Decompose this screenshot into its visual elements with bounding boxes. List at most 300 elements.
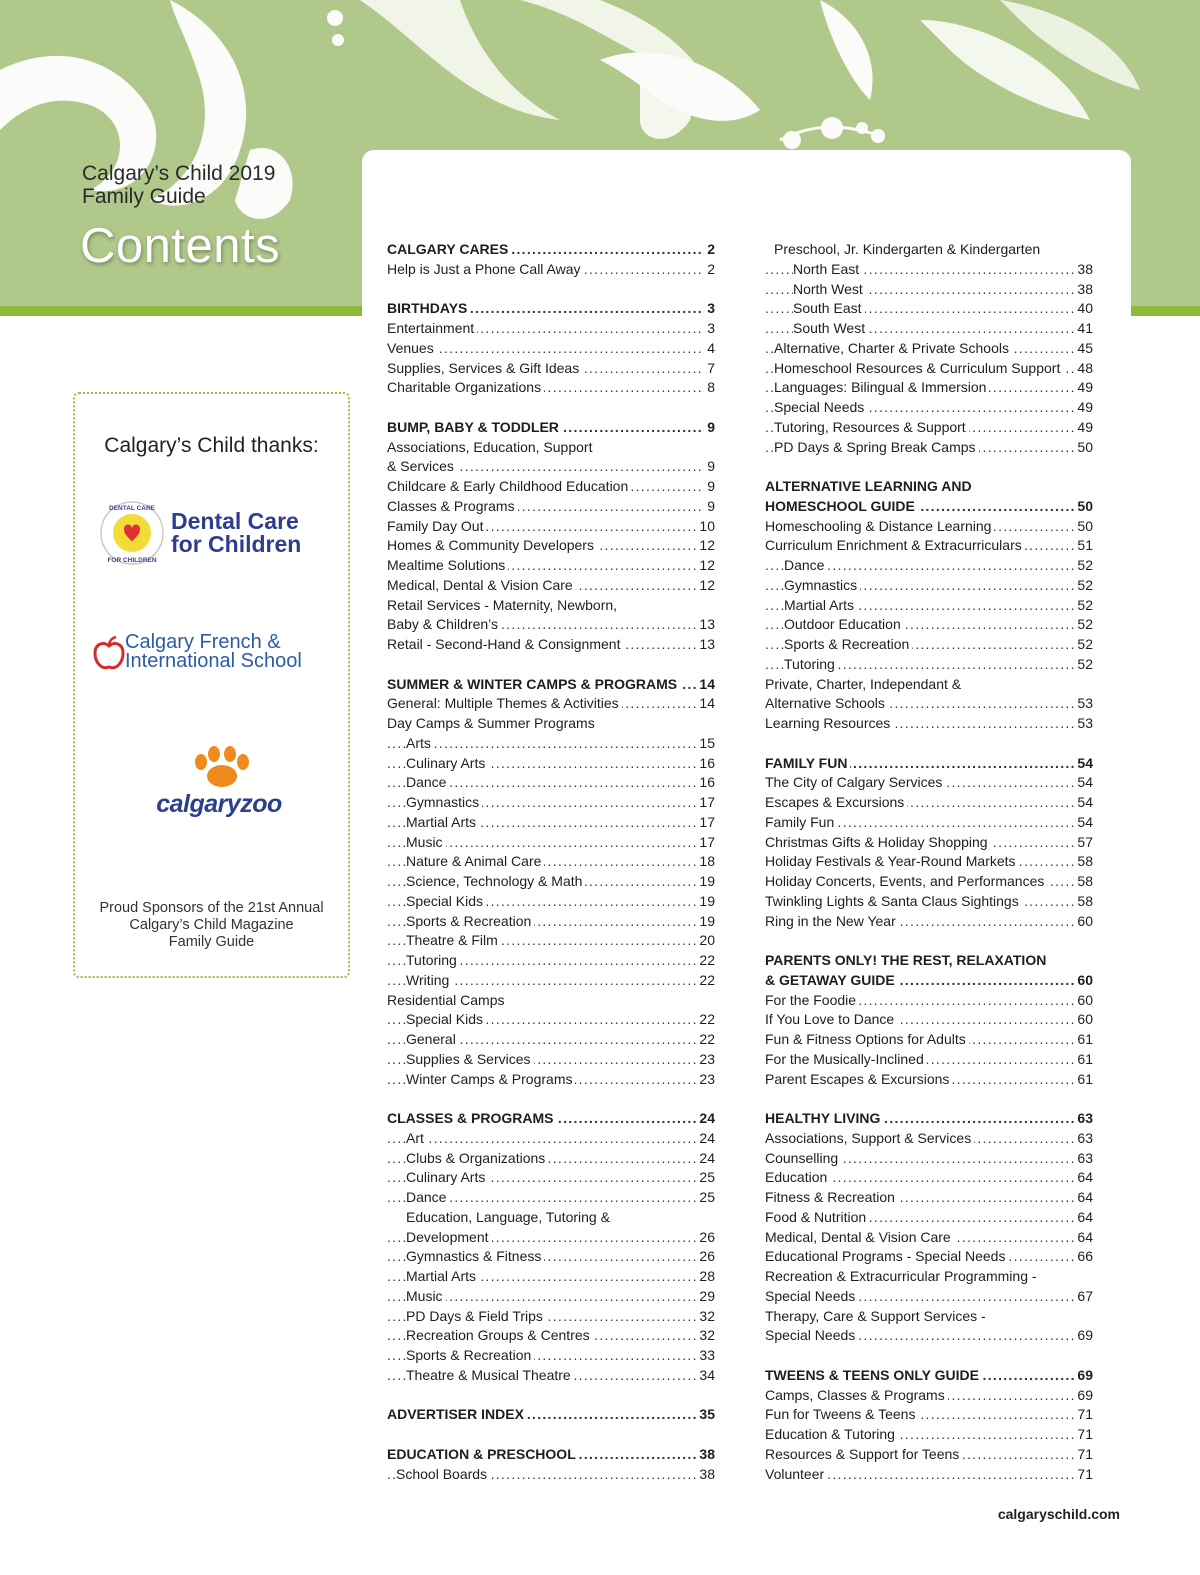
toc-entry-label: Martial Arts [406,1268,479,1284]
toc-page-number: 64 [1074,1168,1093,1188]
toc-entry-label: ADVERTISER INDEX [387,1406,527,1422]
toc-page-number: 60 [1074,1010,1093,1030]
toc-entry [765,359,1093,379]
toc-page-number: 18 [696,852,715,872]
toc-entry [387,596,715,616]
toc-entry-label: Holiday Concerts, Events, and Performances [765,873,1047,889]
toc-spacer [765,1346,1093,1366]
toc-entry-label: Day Camps & Summer Programs [387,715,598,731]
toc-page-number: 50 [1074,497,1093,517]
french-logo-line1: Calgary French & [125,631,281,653]
toc-entry [765,892,1093,912]
toc-entry [765,793,1093,813]
toc-entry-label: HEALTHY LIVING [765,1110,883,1126]
toc-page-number: 23 [696,1070,715,1090]
toc-page-number: 61 [1074,1030,1093,1050]
toc-entry [387,1070,715,1090]
toc-entry [765,1228,1093,1248]
toc-entry [387,359,715,379]
toc-entry-label: PARENTS ONLY! THE REST, RELAXATION [765,952,1049,968]
toc-page-number: 26 [696,1228,715,1248]
toc-entry [765,773,1093,793]
toc-page-number: 38 [1074,280,1093,300]
toc-page-number: 53 [1074,714,1093,734]
toc-entry-label: South East [793,300,865,316]
toc-page-number: 23 [696,1050,715,1070]
toc-page-number: 57 [1074,833,1093,853]
toc-entry-label: & GETAWAY GUIDE [765,972,898,988]
toc-entry-label: Medical, Dental & Vision Care [765,1229,954,1245]
toc-page-number: 28 [696,1267,715,1287]
toc-entry-label: Therapy, Care & Support Services - [765,1308,989,1324]
toc-page-number: 67 [1074,1287,1093,1307]
toc-entry-label: Twinkling Lights & Santa Claus Sightings [765,893,1022,909]
toc-entry-label: Education & Tutoring [765,1426,898,1442]
toc-entry-label: Family Fun [765,814,837,830]
toc-entry-label: Supplies, Services & Gift Ideas [387,360,582,376]
toc-entry [765,556,1093,576]
toc-entry [765,1188,1093,1208]
toc-entry-label: Baby & Children’s [387,616,501,632]
toc-page-number: 63 [1074,1149,1093,1169]
toc-page-number: 38 [696,1445,715,1465]
toc-entry [765,1405,1093,1425]
toc-entry-label: Languages: Bilingual & Immersion [774,379,989,395]
toc-page-number: 71 [1074,1405,1093,1425]
toc-entry-label: Recreation & Extracurricular Programming - [765,1268,1040,1284]
toc-page-number: 61 [1074,1070,1093,1090]
guide-title-line1: Calgary’s Child 2019 [82,162,276,185]
toc-entry [387,1366,715,1386]
sponsor-note [75,900,348,951]
toc-page-number: 3 [704,299,715,319]
toc-page-number: 41 [1074,319,1093,339]
toc-page-number: 4 [704,339,715,359]
toc-section-heading [387,240,715,260]
toc-page-number: 33 [696,1346,715,1366]
toc-page-number: 69 [1074,1386,1093,1406]
toc-entry [765,852,1093,872]
toc-page-number: 13 [696,615,715,635]
toc-page-number: 12 [696,576,715,596]
toc-entry-label: Classes & Programs [387,498,518,514]
toc-entry [387,931,715,951]
toc-entry-label: Private, Charter, Independant & [765,676,964,692]
toc-entry [387,615,715,635]
toc-entry-label: Camps, Classes & Programs [765,1387,948,1403]
toc-entry-label: Medical, Dental & Vision Care [387,577,576,593]
toc-entry [387,1326,715,1346]
toc-page-number: 45 [1074,339,1093,359]
toc-entry [387,1228,715,1248]
toc-entry [387,339,715,359]
toc-entry-label: Tutoring [406,952,460,968]
toc-spacer [765,931,1093,951]
toc-entry-label: Entertainment [387,320,477,336]
toc-entry-label: PD Days & Spring Break Camps [774,439,979,455]
toc-page-number: 26 [696,1247,715,1267]
footer-url: calgaryschild.com [997,1506,1120,1522]
toc-page-number: 19 [696,872,715,892]
toc-page-number: 16 [696,754,715,774]
toc-entry-label: Outdoor Education [784,616,904,632]
toc-page-number: 38 [1074,260,1093,280]
toc-entry-label: Theatre & Musical Theatre [406,1367,574,1383]
toc-entry [387,635,715,655]
toc-entry-label: Dance [406,1189,449,1205]
toc-entry-label: EDUCATION & PRESCHOOL [387,1446,579,1462]
toc-page-number: 54 [1074,813,1093,833]
toc-page-number: 53 [1074,694,1093,714]
toc-entry-label: Special Kids [406,893,486,909]
toc-entry [387,576,715,596]
toc-page-number: 64 [1074,1228,1093,1248]
toc-page-number: 22 [696,1010,715,1030]
toc-entry [387,872,715,892]
toc-entry [765,1208,1093,1228]
toc-entry-label: BIRTHDAYS [387,300,470,316]
toc-entry-label: Special Needs [765,1327,858,1343]
toc-entry-label: Family Day Out [387,518,486,534]
toc-page-number: 2 [704,240,715,260]
toc-entry [765,536,1093,556]
toc-page-number: 9 [704,497,715,517]
toc-spacer [765,734,1093,754]
toc-entry [387,260,715,280]
toc-entry-label: PD Days & Field Trips [406,1308,546,1324]
sponsor-note-line3: Family Guide [168,934,255,950]
toc-entry-label: Development [406,1229,492,1245]
toc-section-heading [765,477,1093,497]
toc-page-number: 22 [696,951,715,971]
apple-icon [93,636,125,672]
toc-page-number: 71 [1074,1425,1093,1445]
toc-page-number: 9 [704,477,715,497]
toc-page-number: 10 [696,517,715,537]
toc-page-number: 2 [704,260,715,280]
toc-entry [765,1465,1093,1485]
toc-entry [387,1030,715,1050]
toc-page-number: 14 [696,694,715,714]
toc-entry-label: Nature & Animal Care [406,853,544,869]
toc-entry [765,1386,1093,1406]
toc-entry [387,1465,715,1485]
toc-entry-label: Educational Programs - Special Needs [765,1248,1008,1264]
toc-entry-label: Parent Escapes & Excursions [765,1071,952,1087]
toc-entry-label: Fitness & Recreation [765,1189,898,1205]
toc-spacer [387,1425,715,1445]
toc-page-number: 58 [1074,872,1093,892]
toc-entry-label: For the Musically-Inclined [765,1051,927,1067]
toc-entry [387,892,715,912]
toc-entry [387,852,715,872]
toc-entry-label: The City of Calgary Services [765,774,945,790]
toc-entry [387,1188,715,1208]
toc-entry [765,694,1093,714]
toc-entry [387,1010,715,1030]
toc-page-number: 71 [1074,1465,1093,1485]
toc-page-number: 52 [1074,615,1093,635]
toc-page-number: 16 [696,773,715,793]
toc-entry-label: Gymnastics & Fitness [406,1248,544,1264]
toc-entry [387,813,715,833]
toc-page-number: 58 [1074,852,1093,872]
toc-entry-label: BUMP, BABY & TODDLER [387,419,562,435]
toc-entry-label: Dance [784,557,827,573]
toc-entry-label: Food & Nutrition [765,1209,869,1225]
toc-entry-label: Education [765,1169,830,1185]
toc-entry [765,319,1093,339]
toc-page-number: 17 [696,793,715,813]
toc-page-number: 49 [1074,398,1093,418]
toc-entry-label: Alternative, Charter & Private Schools [774,340,1012,356]
toc-section-heading [387,1445,715,1465]
toc-column-right [765,240,1093,1484]
toc-entry [765,398,1093,418]
toc-page-number: 71 [1074,1445,1093,1465]
toc-entry [765,1307,1093,1327]
toc-section-heading [765,1366,1093,1386]
toc-entry [765,872,1093,892]
toc-entry-label: School Boards [396,1466,490,1482]
toc-entry-label: North West [793,281,866,297]
toc-entry-label: Tutoring [784,656,838,672]
toc-entry-label: Dance [406,774,449,790]
toc-entry [765,1425,1093,1445]
toc-page-number: 12 [696,556,715,576]
toc-page-number: 20 [696,931,715,951]
toc-page-number: 61 [1074,1050,1093,1070]
toc-entry [387,1267,715,1287]
toc-entry [765,576,1093,596]
toc-entry [387,319,715,339]
toc-page-number: 64 [1074,1188,1093,1208]
toc-entry-label: Culinary Arts [406,1169,488,1185]
toc-entry-label: Alternative Schools [765,695,888,711]
toc-entry-label: Sports & Recreation [406,913,534,929]
toc-page-number: 52 [1074,576,1093,596]
toc-entry [765,655,1093,675]
toc-entry-label: SUMMER & WINTER CAMPS & PROGRAMS [387,676,680,692]
sponsor-note-line1: Proud Sponsors of the 21st Annual [99,900,324,916]
toc-entry [765,280,1093,300]
toc-entry-label: CLASSES & PROGRAMS [387,1110,556,1126]
dental-seal-icon [97,498,167,568]
toc-entry [387,536,715,556]
toc-page-number: 25 [696,1168,715,1188]
toc-entry-label: Homes & Community Developers [387,537,597,553]
toc-entry-label: Learning Resources [765,715,893,731]
toc-entry [765,240,1093,260]
toc-entry [387,754,715,774]
toc-entry-label: Associations, Education, Support [387,439,595,455]
toc-entry [387,912,715,932]
toc-entry [387,971,715,991]
toc-page-number: 25 [696,1188,715,1208]
toc-entry-label: Charitable Organizations [387,379,544,395]
toc-entry [387,793,715,813]
toc-entry [765,1070,1093,1090]
toc-entry-label: Ring in the New Year [765,913,899,929]
toc-entry-label: Retail - Second-Hand & Consignment [387,636,623,652]
toc-entry [765,1247,1093,1267]
toc-spacer [387,280,715,300]
sponsor-box [73,392,350,978]
toc-page-number: 17 [696,833,715,853]
toc-entry-label: Arts [406,735,434,751]
toc-entry [387,497,715,517]
toc-entry-label: Homeschool Resources & Curriculum Support [774,360,1063,376]
toc-section-heading [387,418,715,438]
toc-page-number: 52 [1074,635,1093,655]
toc-page-number: 58 [1074,892,1093,912]
toc-entry [765,438,1093,458]
toc-page-number: 48 [1074,359,1093,379]
toc-entry [765,813,1093,833]
french-school-logo [93,632,343,676]
toc-entry [765,260,1093,280]
toc-entry [387,773,715,793]
toc-entry [387,1050,715,1070]
toc-entry [765,833,1093,853]
toc-entry-label: Homeschooling & Distance Learning [765,518,994,534]
toc-page-number: 22 [696,971,715,991]
toc-page-number: 19 [696,912,715,932]
toc-entry-label: HOMESCHOOL GUIDE [765,498,918,514]
calgary-zoo-logo [149,746,289,826]
toc-entry [387,991,715,1011]
toc-spacer [387,398,715,418]
svg-text:FOR CHILDREN: FOR CHILDREN [107,557,157,564]
toc-entry-label: Mealtime Solutions [387,557,508,573]
toc-entry [765,1129,1093,1149]
toc-page-number: 60 [1074,912,1093,932]
toc-page-number: 38 [696,1465,715,1485]
toc-entry-label: Martial Arts [784,597,857,613]
toc-entry [765,714,1093,734]
toc-entry [765,517,1093,537]
toc-page-number: 32 [696,1326,715,1346]
toc-entry-label: Education, Language, Tutoring & [406,1209,613,1225]
toc-entry [387,1307,715,1327]
toc-entry [765,991,1093,1011]
toc-page-number: 35 [696,1405,715,1425]
page-title: Contents [80,219,281,273]
toc-entry [765,1445,1093,1465]
toc-section-heading [387,299,715,319]
toc-page-number: 7 [704,359,715,379]
toc-entry-label: Fun & Fitness Options for Adults [765,1031,969,1047]
toc-entry-label: Gymnastics [406,794,482,810]
toc-page-number: 69 [1074,1366,1093,1386]
paw-print-icon [187,746,257,790]
toc-entry-label: Curriculum Enrichment & Extracurriculars [765,537,1025,553]
toc-entry-label: Music [406,834,446,850]
toc-entry [387,1346,715,1366]
toc-entry [387,477,715,497]
toc-entry-label: Art [406,1130,427,1146]
toc-entry-label: ALTERNATIVE LEARNING AND [765,478,975,494]
toc-page-number: 52 [1074,655,1093,675]
toc-entry-label: Recreation Groups & Centres [406,1327,593,1343]
toc-entry-label: Tutoring, Resources & Support [774,419,969,435]
toc-entry-label: Venues [387,340,437,356]
dental-care-logo [97,498,337,568]
toc-page-number: 54 [1074,773,1093,793]
french-logo-line2: International School [125,650,302,672]
toc-page-number: 24 [696,1129,715,1149]
toc-entry-label: Help is Just a Phone Call Away [387,261,584,277]
toc-page-number: 54 [1074,793,1093,813]
toc-entry-label: Culinary Arts [406,755,488,771]
toc-entry [765,418,1093,438]
toc-entry [765,1326,1093,1346]
toc-page-number: 3 [704,319,715,339]
toc-page-number: 40 [1074,299,1093,319]
toc-entry-label: General: Multiple Themes & Activities [387,695,622,711]
toc-entry-label: Childcare & Early Childhood Education [387,478,631,494]
toc-entry-label: Clubs & Organizations [406,1150,548,1166]
toc-entry-label: Science, Technology & Math [406,873,585,889]
toc-entry-label: FAMILY FUN [765,755,850,771]
zoo-logo-text: calgaryzoo [156,790,282,818]
toc-spacer [387,1089,715,1109]
toc-entry [765,1050,1093,1070]
toc-entry-label: For the Foodie [765,992,859,1008]
toc-entry [765,1287,1093,1307]
toc-section-heading [765,951,1093,971]
toc-entry [387,833,715,853]
sponsor-note-line2: Calgary’s Child Magazine [129,917,294,933]
toc-entry-label: Resources & Support for Teens [765,1446,962,1462]
toc-entry [387,1129,715,1149]
toc-page-number: 8 [704,378,715,398]
toc-page-number: 64 [1074,1208,1093,1228]
toc-page-number: 63 [1074,1109,1093,1129]
toc-entry [387,378,715,398]
toc-section-heading [387,675,715,695]
toc-page-number: 24 [696,1149,715,1169]
toc-entry-label: Special Needs [765,1288,858,1304]
toc-entry-label: Retail Services - Maternity, Newborn, [387,597,620,613]
toc-entry-label: Music [406,1288,446,1304]
toc-spacer [765,1089,1093,1109]
toc-entry-label: Gymnastics [784,577,860,593]
toc-entry-label: Martial Arts [406,814,479,830]
toc-entry [387,457,715,477]
toc-page-number: 51 [1074,536,1093,556]
toc-page-number: 52 [1074,596,1093,616]
toc-page-number: 22 [696,1030,715,1050]
toc-section-heading [765,754,1093,774]
toc-page-number: 60 [1074,971,1093,991]
toc-entry [387,517,715,537]
toc-page-number: 14 [696,675,715,695]
toc-entry-label: Escapes & Excursions [765,794,907,810]
toc-page-number: 15 [696,734,715,754]
toc-entry-label: Holiday Festivals & Year-Round Markets [765,853,1019,869]
toc-entry-label: Sports & Recreation [784,636,912,652]
svg-text:DENTAL CARE: DENTAL CARE [109,505,155,512]
toc-entry-label: Residential Camps [387,992,508,1008]
toc-entry [765,1168,1093,1188]
toc-page-number: 29 [696,1287,715,1307]
toc-page-number: 24 [696,1109,715,1129]
toc-entry-label: Counselling [765,1150,841,1166]
toc-entry [387,1287,715,1307]
toc-page-number: 32 [696,1307,715,1327]
toc-section-heading [387,1405,715,1425]
